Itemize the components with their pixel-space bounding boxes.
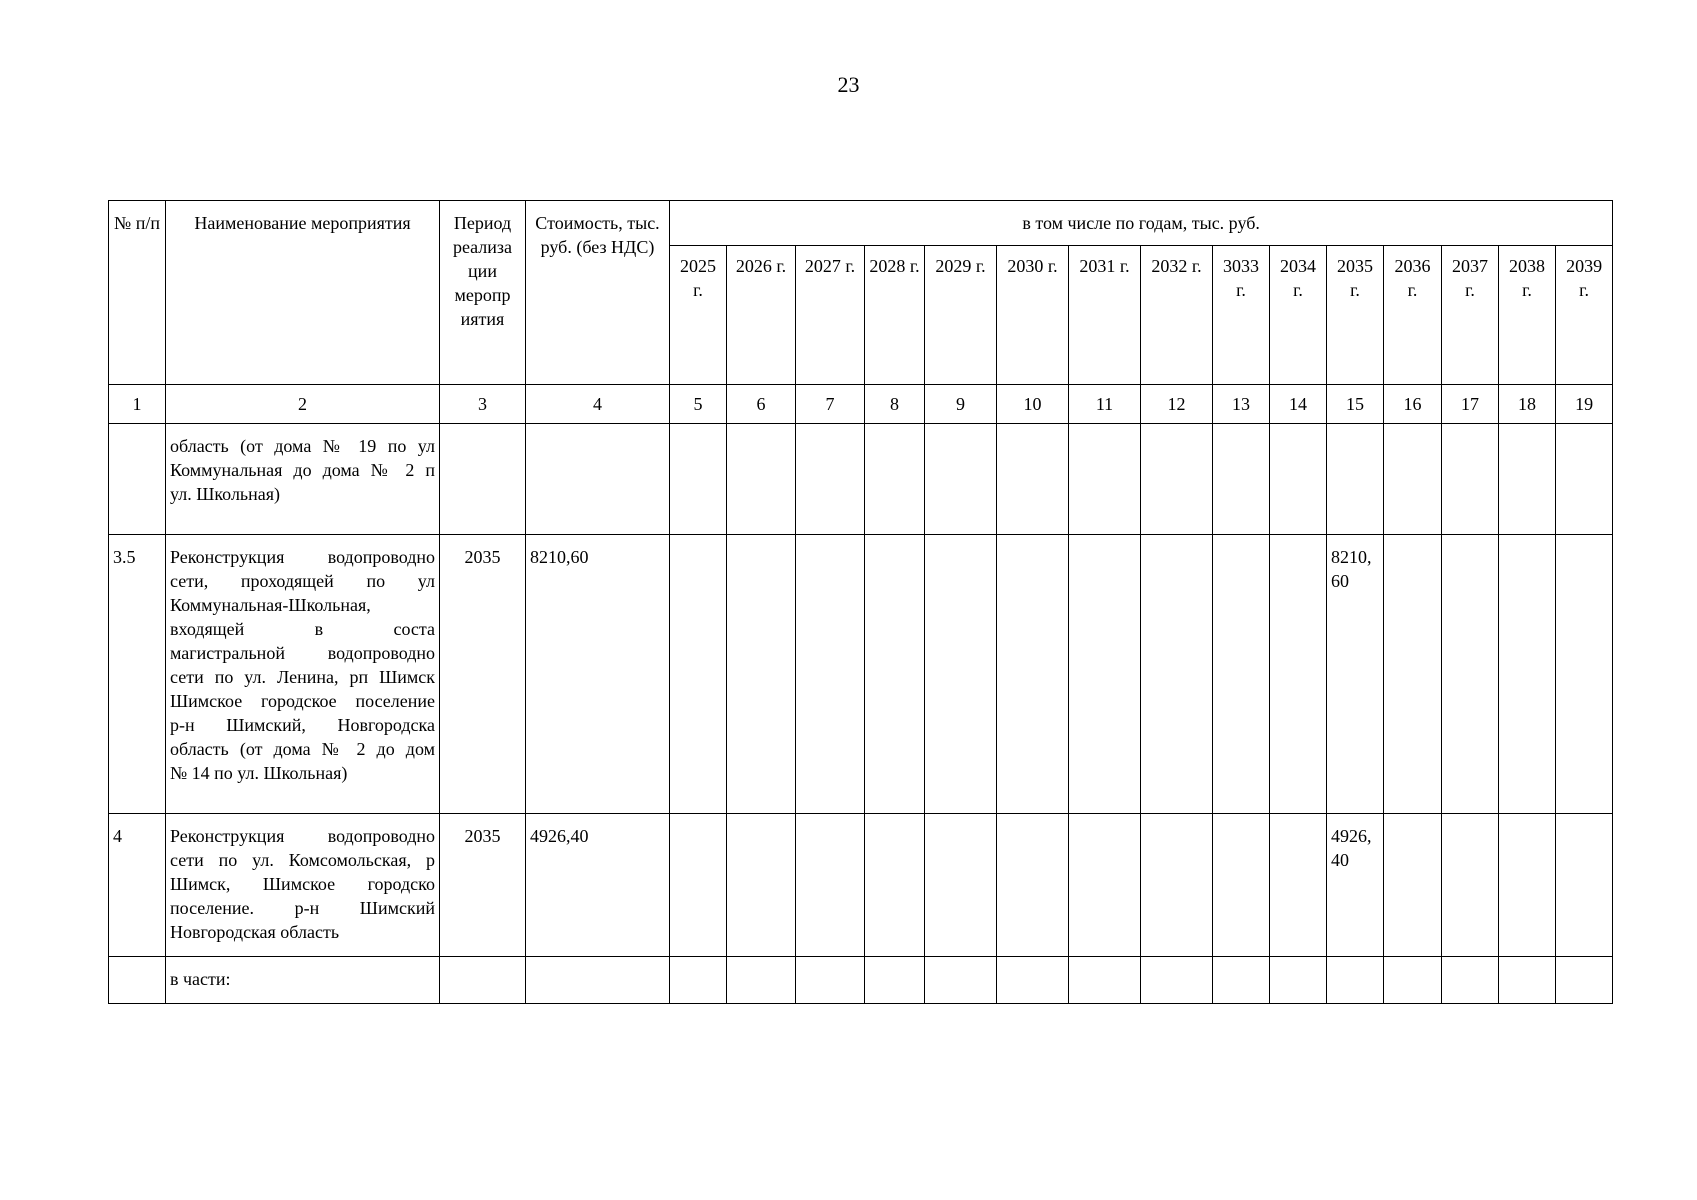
event-name-line: Шимск, Шимское городско (170, 874, 435, 894)
year-value-cell (1213, 957, 1270, 1004)
column-number: 12 (1141, 385, 1213, 424)
cost-cell (526, 424, 670, 535)
year-value-cell (796, 535, 865, 814)
header-name: Наименование мероприятия (166, 201, 440, 385)
year-value-cell (1213, 814, 1270, 957)
year-value-cell (670, 957, 727, 1004)
column-number: 4 (526, 385, 670, 424)
event-name-line: Коммунальная до дома № 2 п (170, 460, 435, 480)
year-value-cell (865, 424, 925, 535)
year-value-cell (796, 814, 865, 957)
header-year: 2031 г. (1069, 246, 1141, 385)
column-number: 3 (440, 385, 526, 424)
year-value-cell (865, 814, 925, 957)
year-value-cell (727, 957, 796, 1004)
column-number: 10 (997, 385, 1069, 424)
year-value-cell (1270, 535, 1327, 814)
event-name-cell (166, 957, 440, 1004)
year-value-cell (1141, 957, 1213, 1004)
year-value-cell (997, 814, 1069, 957)
column-number: 9 (925, 385, 997, 424)
event-name-line: Реконструкция водопроводно (170, 547, 435, 567)
year-value-cell (865, 957, 925, 1004)
column-number: 17 (1442, 385, 1499, 424)
year-value-cell (1556, 957, 1613, 1004)
year-value-cell (1213, 424, 1270, 535)
column-number: 6 (727, 385, 796, 424)
year-value-cell (1442, 814, 1499, 957)
header-year: 2025 г. (670, 246, 727, 385)
year-value-cell (1270, 424, 1327, 535)
header-cost: Стоимость, тыс. руб. (без НДС) (526, 201, 670, 385)
cost-cell (526, 957, 670, 1004)
header-num: № п/п (109, 201, 166, 385)
column-number: 8 (865, 385, 925, 424)
event-name-line: сети, проходящей по ул (170, 571, 435, 591)
period-cell (440, 957, 526, 1004)
year-value-cell (1141, 814, 1213, 957)
event-name-line: область (от дома № 2 до дом (170, 739, 435, 759)
row-number-cell: 3.5 (109, 535, 166, 814)
header-year: 2037 г. (1442, 246, 1499, 385)
year-value-cell (1556, 535, 1613, 814)
row-number-cell (109, 957, 166, 1004)
header-period: Период реализа ции меропр иятия (440, 201, 526, 385)
column-number: 19 (1556, 385, 1613, 424)
year-value-cell (997, 424, 1069, 535)
header-year: 2030 г. (997, 246, 1069, 385)
year-value-cell (1442, 424, 1499, 535)
header-year: 2029 г. (925, 246, 997, 385)
cost-cell: 8210,60 (526, 535, 670, 814)
row-number-cell: 4 (109, 814, 166, 957)
year-value-cell (1327, 957, 1384, 1004)
event-name-line: магистральной водопроводно (170, 643, 435, 663)
year-value-cell (1384, 957, 1442, 1004)
year-value-cell (997, 957, 1069, 1004)
event-name-line: Реконструкция водопроводно (170, 826, 435, 846)
period-cell (440, 424, 526, 535)
year-value-cell (1499, 535, 1556, 814)
event-name-line: область (от дома № 19 по ул (170, 436, 435, 456)
column-number: 5 (670, 385, 727, 424)
year-value-cell (1069, 424, 1141, 535)
header-year: 2032 г. (1141, 246, 1213, 385)
year-value-cell (670, 424, 727, 535)
event-name-line: № 14 по ул. Школьная) (170, 763, 348, 783)
year-value-cell (670, 535, 727, 814)
year-value-cell (1213, 535, 1270, 814)
year-value-cell (727, 424, 796, 535)
event-name-line: сети по ул. Комсомольская, р (170, 850, 435, 870)
year-value-cell (925, 424, 997, 535)
year-value-cell (1499, 814, 1556, 957)
header-year: 2027 г. (796, 246, 865, 385)
table-row (109, 424, 1613, 535)
year-value-cell (1499, 424, 1556, 535)
year-value-cell: 8210,60 (1327, 535, 1384, 814)
header-year: 2038 г. (1499, 246, 1556, 385)
period-cell: 2035 (440, 814, 526, 957)
event-name-cell (166, 424, 440, 535)
page-number: 23 (837, 72, 860, 97)
year-value-cell (865, 535, 925, 814)
column-number: 15 (1327, 385, 1384, 424)
header-year: 2028 г. (865, 246, 925, 385)
investment-table (108, 200, 1613, 1004)
column-number: 11 (1069, 385, 1141, 424)
period-cell: 2035 (440, 535, 526, 814)
column-number-row (109, 385, 1613, 424)
year-value-cell (1556, 424, 1613, 535)
header-year: 3033 г. (1213, 246, 1270, 385)
column-number: 14 (1270, 385, 1327, 424)
year-value-cell (1499, 957, 1556, 1004)
year-value-cell (925, 814, 997, 957)
year-value-cell (1384, 814, 1442, 957)
column-number: 16 (1384, 385, 1442, 424)
year-value-cell (1270, 957, 1327, 1004)
header-by-years: в том числе по годам, тыс. руб. (670, 201, 1613, 246)
event-name-line: Шимское городское поселение (170, 691, 435, 711)
year-value-cell (1069, 535, 1141, 814)
table-row (109, 814, 1613, 957)
header-year: 2034 г. (1270, 246, 1327, 385)
cost-cell: 4926,40 (526, 814, 670, 957)
column-number: 2 (166, 385, 440, 424)
year-value-cell (1442, 535, 1499, 814)
year-value-cell (1069, 957, 1141, 1004)
event-name-line: сети по ул. Ленина, рп Шимск (170, 667, 435, 687)
year-value-cell (1384, 535, 1442, 814)
event-name-line: ул. Школьная) (170, 484, 281, 504)
row-number-cell (109, 424, 166, 535)
year-value-cell: 4926,40 (1327, 814, 1384, 957)
event-name-line: р-н Шимский, Новгородска (170, 715, 435, 735)
header-year: 2035 г. (1327, 246, 1384, 385)
year-value-cell (1069, 814, 1141, 957)
column-number: 13 (1213, 385, 1270, 424)
column-number: 18 (1499, 385, 1556, 424)
year-value-cell (796, 957, 865, 1004)
year-value-cell (727, 535, 796, 814)
year-value-cell (670, 814, 727, 957)
year-value-cell (997, 535, 1069, 814)
year-value-cell (1384, 424, 1442, 535)
year-value-cell (925, 957, 997, 1004)
year-value-cell (1141, 424, 1213, 535)
event-name-line: в части: (170, 969, 231, 989)
year-value-cell (727, 814, 796, 957)
event-name-line: Коммунальная-Школьная, (170, 595, 371, 615)
year-value-cell (1442, 957, 1499, 1004)
header-year: 2026 г. (727, 246, 796, 385)
event-name-line: поселение. р-н Шимский (170, 898, 435, 918)
event-name-cell (166, 535, 440, 814)
year-value-cell (796, 424, 865, 535)
header-year: 2039 г. (1556, 246, 1613, 385)
column-number: 1 (109, 385, 166, 424)
table-row (109, 535, 1613, 814)
header-year: 2036 г. (1384, 246, 1442, 385)
year-value-cell (1556, 814, 1613, 957)
event-name-cell (166, 814, 440, 957)
year-value-cell (925, 535, 997, 814)
year-value-cell (1327, 424, 1384, 535)
year-value-cell (1141, 535, 1213, 814)
event-name-line: входящей в соста (170, 619, 435, 639)
column-number: 7 (796, 385, 865, 424)
year-value-cell (1270, 814, 1327, 957)
table-row (109, 957, 1613, 1004)
event-name-line: Новгородская область (170, 922, 340, 942)
